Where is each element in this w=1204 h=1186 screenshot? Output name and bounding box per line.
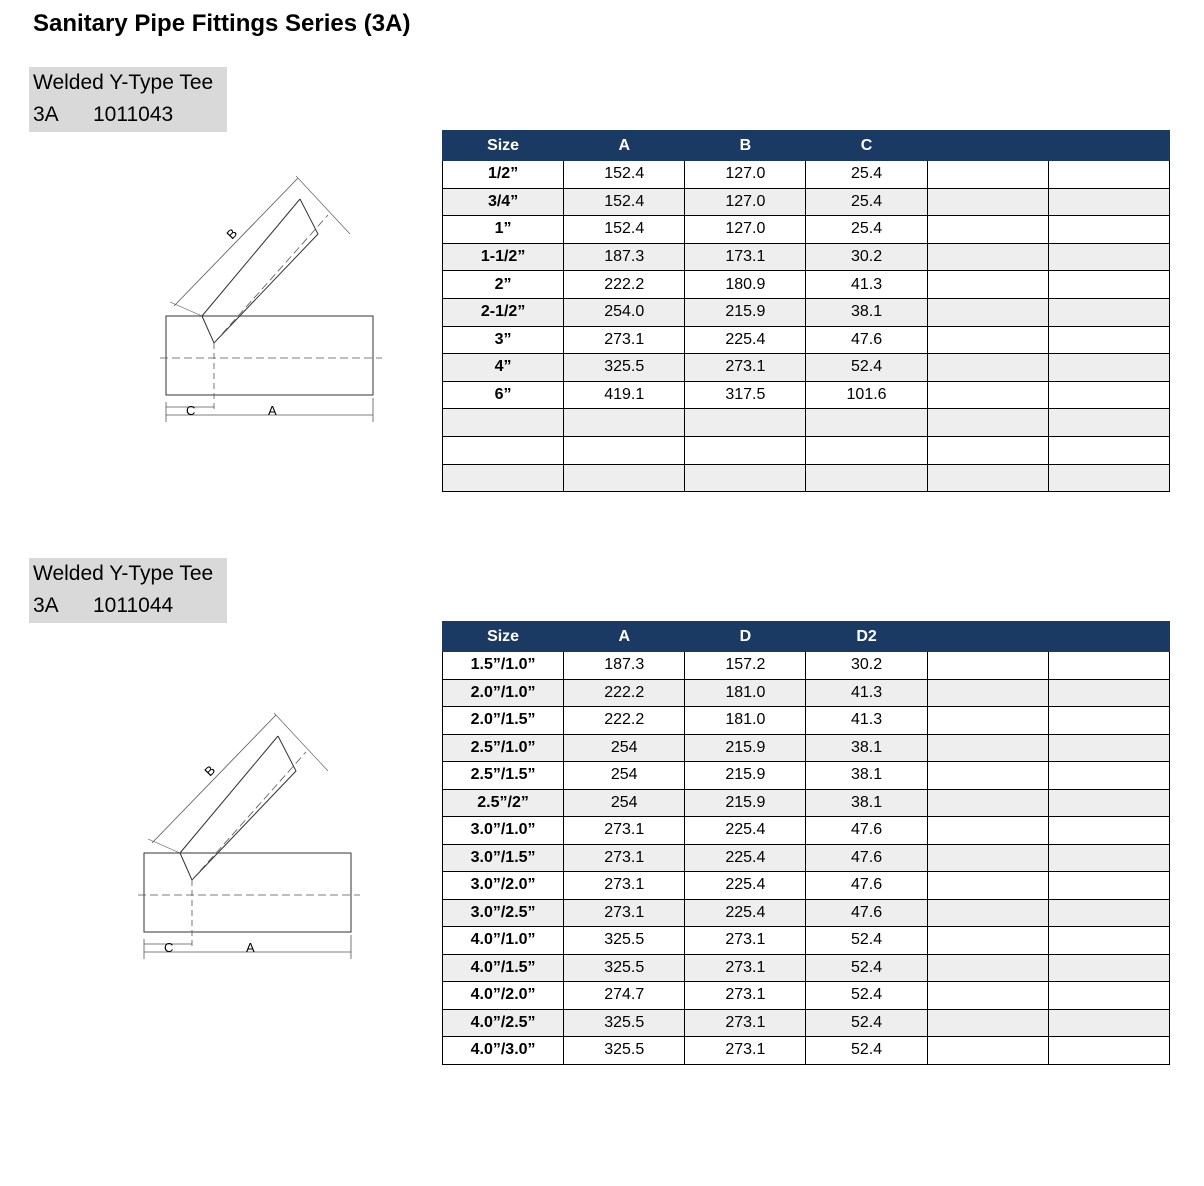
size-cell: 2.5”/2” xyxy=(443,789,564,817)
column-header-blank xyxy=(927,622,1048,652)
value-cell: 254.0 xyxy=(564,298,685,326)
size-cell xyxy=(443,409,564,437)
value-cell xyxy=(564,436,685,464)
size-cell: 2.5”/1.5” xyxy=(443,762,564,790)
y-tee-diagram-1011043 xyxy=(150,170,400,430)
size-cell: 2.5”/1.0” xyxy=(443,734,564,762)
value-cell: 30.2 xyxy=(806,243,927,271)
value-cell: 52.4 xyxy=(806,927,927,955)
size-cell: 4.0”/2.0” xyxy=(443,982,564,1010)
column-header-a: A xyxy=(564,622,685,652)
value-cell: 273.1 xyxy=(564,817,685,845)
value-cell: 30.2 xyxy=(806,652,927,680)
dimension-c-label: C xyxy=(186,403,196,418)
table-row xyxy=(443,188,1170,216)
size-cell xyxy=(443,464,564,492)
value-cell xyxy=(927,298,1048,326)
product-code: 1011044 xyxy=(93,594,174,617)
value-cell xyxy=(927,216,1048,244)
size-cell: 3.0”/1.0” xyxy=(443,817,564,845)
size-cell: 1-1/2” xyxy=(443,243,564,271)
size-cell: 3.0”/1.5” xyxy=(443,844,564,872)
value-cell xyxy=(1048,464,1169,492)
value-cell xyxy=(927,927,1048,955)
value-cell: 273.1 xyxy=(685,1009,806,1037)
value-cell: 101.6 xyxy=(806,381,927,409)
size-cell: 4” xyxy=(443,354,564,382)
column-header-blank xyxy=(1048,131,1169,161)
table-row xyxy=(443,734,1170,762)
value-cell: 52.4 xyxy=(806,354,927,382)
product-code-line xyxy=(29,99,227,131)
value-cell: 127.0 xyxy=(685,161,806,189)
product-code-line xyxy=(29,590,227,622)
dimension-b-label: B xyxy=(201,762,219,780)
value-cell: 254 xyxy=(564,789,685,817)
table-row xyxy=(443,844,1170,872)
value-cell: 152.4 xyxy=(564,188,685,216)
column-header-d: D xyxy=(685,622,806,652)
column-header-blank xyxy=(1048,622,1169,652)
value-cell: 273.1 xyxy=(685,954,806,982)
value-cell: 181.0 xyxy=(685,707,806,735)
table-row xyxy=(443,954,1170,982)
value-cell: 25.4 xyxy=(806,216,927,244)
value-cell: 47.6 xyxy=(806,899,927,927)
size-cell: 3.0”/2.5” xyxy=(443,899,564,927)
value-cell: 41.3 xyxy=(806,707,927,735)
value-cell xyxy=(1048,707,1169,735)
product-label-1011043 xyxy=(29,67,227,132)
size-cell: 2.0”/1.0” xyxy=(443,679,564,707)
product-code: 1011043 xyxy=(93,103,174,126)
value-cell xyxy=(927,271,1048,299)
value-cell: 25.4 xyxy=(806,188,927,216)
value-cell xyxy=(1048,381,1169,409)
value-cell xyxy=(1048,817,1169,845)
table-row xyxy=(443,216,1170,244)
table-row xyxy=(443,1037,1170,1065)
table-row xyxy=(443,982,1170,1010)
value-cell: 317.5 xyxy=(685,381,806,409)
value-cell xyxy=(1048,789,1169,817)
value-cell xyxy=(1048,271,1169,299)
table-row xyxy=(443,652,1170,680)
value-cell xyxy=(1048,899,1169,927)
value-cell: 25.4 xyxy=(806,161,927,189)
value-cell: 215.9 xyxy=(685,298,806,326)
size-cell: 3.0”/2.0” xyxy=(443,872,564,900)
value-cell xyxy=(1048,1009,1169,1037)
product-label-1011044 xyxy=(29,558,227,623)
value-cell xyxy=(927,982,1048,1010)
value-cell: 419.1 xyxy=(564,381,685,409)
value-cell xyxy=(806,464,927,492)
value-cell: 325.5 xyxy=(564,954,685,982)
product-standard: 3A xyxy=(33,103,59,126)
value-cell: 180.9 xyxy=(685,271,806,299)
value-cell xyxy=(1048,652,1169,680)
table-body xyxy=(443,161,1170,492)
size-cell: 6” xyxy=(443,381,564,409)
value-cell: 215.9 xyxy=(685,734,806,762)
size-cell: 3/4” xyxy=(443,188,564,216)
dimension-b-label: B xyxy=(223,225,241,243)
value-cell xyxy=(927,707,1048,735)
table-row xyxy=(443,409,1170,437)
y-tee-diagram-1011044 xyxy=(128,703,378,963)
table-row xyxy=(443,298,1170,326)
value-cell: 187.3 xyxy=(564,652,685,680)
column-header-blank xyxy=(927,131,1048,161)
value-cell: 47.6 xyxy=(806,872,927,900)
table-header-row xyxy=(443,622,1170,652)
value-cell xyxy=(927,161,1048,189)
value-cell xyxy=(1048,679,1169,707)
value-cell: 225.4 xyxy=(685,817,806,845)
value-cell xyxy=(806,409,927,437)
dimensions-table-1011043 xyxy=(442,130,1170,492)
column-header-size: Size xyxy=(443,622,564,652)
table-row xyxy=(443,243,1170,271)
table-row xyxy=(443,1009,1170,1037)
value-cell: 52.4 xyxy=(806,954,927,982)
column-header-size: Size xyxy=(443,131,564,161)
table-row xyxy=(443,872,1170,900)
value-cell xyxy=(927,188,1048,216)
table-row xyxy=(443,679,1170,707)
value-cell xyxy=(564,464,685,492)
value-cell xyxy=(1048,243,1169,271)
value-cell xyxy=(1048,216,1169,244)
value-cell: 325.5 xyxy=(564,354,685,382)
size-cell: 4.0”/1.5” xyxy=(443,954,564,982)
value-cell xyxy=(1048,927,1169,955)
value-cell: 273.1 xyxy=(564,899,685,927)
size-cell: 2.0”/1.5” xyxy=(443,707,564,735)
value-cell xyxy=(1048,298,1169,326)
value-cell xyxy=(927,243,1048,271)
size-cell: 4.0”/3.0” xyxy=(443,1037,564,1065)
value-cell: 325.5 xyxy=(564,1009,685,1037)
size-cell: 1.5”/1.0” xyxy=(443,652,564,680)
value-cell: 41.3 xyxy=(806,679,927,707)
table-row xyxy=(443,381,1170,409)
size-cell: 4.0”/1.0” xyxy=(443,927,564,955)
dimension-c-label: C xyxy=(164,940,174,955)
table-row xyxy=(443,707,1170,735)
value-cell xyxy=(1048,844,1169,872)
dimension-a-label: A xyxy=(268,403,277,418)
size-cell: 1” xyxy=(443,216,564,244)
value-cell: 273.1 xyxy=(564,326,685,354)
value-cell: 41.3 xyxy=(806,271,927,299)
value-cell: 47.6 xyxy=(806,817,927,845)
value-cell: 225.4 xyxy=(685,844,806,872)
value-cell xyxy=(927,734,1048,762)
value-cell: 273.1 xyxy=(685,927,806,955)
value-cell: 38.1 xyxy=(806,789,927,817)
value-cell xyxy=(1048,326,1169,354)
value-cell xyxy=(927,464,1048,492)
value-cell: 52.4 xyxy=(806,1037,927,1065)
value-cell xyxy=(806,436,927,464)
value-cell: 215.9 xyxy=(685,789,806,817)
value-cell: 325.5 xyxy=(564,1037,685,1065)
value-cell xyxy=(927,679,1048,707)
size-cell: 1/2” xyxy=(443,161,564,189)
value-cell: 152.4 xyxy=(564,161,685,189)
value-cell xyxy=(685,464,806,492)
value-cell: 187.3 xyxy=(564,243,685,271)
value-cell: 254 xyxy=(564,734,685,762)
value-cell xyxy=(927,354,1048,382)
value-cell xyxy=(927,954,1048,982)
size-cell xyxy=(443,436,564,464)
table-row xyxy=(443,789,1170,817)
table-row xyxy=(443,354,1170,382)
value-cell xyxy=(927,872,1048,900)
value-cell xyxy=(1048,762,1169,790)
table-row xyxy=(443,762,1170,790)
value-cell: 127.0 xyxy=(685,188,806,216)
value-cell xyxy=(564,409,685,437)
value-cell: 273.1 xyxy=(564,844,685,872)
column-header-b: B xyxy=(685,131,806,161)
value-cell: 157.2 xyxy=(685,652,806,680)
value-cell: 38.1 xyxy=(806,298,927,326)
value-cell: 222.2 xyxy=(564,271,685,299)
table-row xyxy=(443,436,1170,464)
value-cell xyxy=(927,1009,1048,1037)
value-cell xyxy=(685,409,806,437)
value-cell: 225.4 xyxy=(685,899,806,927)
product-standard: 3A xyxy=(33,594,59,617)
value-cell xyxy=(927,409,1048,437)
value-cell: 225.4 xyxy=(685,872,806,900)
value-cell: 38.1 xyxy=(806,762,927,790)
value-cell: 273.1 xyxy=(685,354,806,382)
value-cell: 325.5 xyxy=(564,927,685,955)
value-cell: 152.4 xyxy=(564,216,685,244)
value-cell xyxy=(1048,1037,1169,1065)
product-title: Welded Y-Type Tee xyxy=(33,562,214,585)
value-cell xyxy=(1048,161,1169,189)
table-header-row xyxy=(443,131,1170,161)
value-cell xyxy=(927,436,1048,464)
value-cell: 273.1 xyxy=(564,872,685,900)
value-cell: 127.0 xyxy=(685,216,806,244)
value-cell: 47.6 xyxy=(806,844,927,872)
table-row xyxy=(443,464,1170,492)
value-cell: 181.0 xyxy=(685,679,806,707)
column-header-c: C xyxy=(806,131,927,161)
value-cell: 47.6 xyxy=(806,326,927,354)
value-cell xyxy=(927,762,1048,790)
size-cell: 2” xyxy=(443,271,564,299)
size-cell: 2-1/2” xyxy=(443,298,564,326)
table-row xyxy=(443,817,1170,845)
column-header-d2: D2 xyxy=(806,622,927,652)
value-cell xyxy=(1048,409,1169,437)
value-cell: 222.2 xyxy=(564,707,685,735)
value-cell xyxy=(927,817,1048,845)
value-cell xyxy=(927,652,1048,680)
value-cell xyxy=(685,436,806,464)
table-row xyxy=(443,271,1170,299)
value-cell: 273.1 xyxy=(685,1037,806,1065)
size-cell: 3” xyxy=(443,326,564,354)
value-cell xyxy=(1048,354,1169,382)
page-title: Sanitary Pipe Fittings Series (3A) xyxy=(33,10,411,37)
value-cell xyxy=(927,844,1048,872)
value-cell xyxy=(1048,872,1169,900)
size-cell: 4.0”/2.5” xyxy=(443,1009,564,1037)
column-header-a: A xyxy=(564,131,685,161)
value-cell: 274.7 xyxy=(564,982,685,1010)
value-cell xyxy=(927,789,1048,817)
value-cell xyxy=(927,381,1048,409)
value-cell xyxy=(927,899,1048,927)
value-cell: 222.2 xyxy=(564,679,685,707)
value-cell xyxy=(1048,436,1169,464)
dimension-a-label: A xyxy=(246,940,255,955)
value-cell: 38.1 xyxy=(806,734,927,762)
table-row xyxy=(443,927,1170,955)
value-cell: 173.1 xyxy=(685,243,806,271)
value-cell: 225.4 xyxy=(685,326,806,354)
value-cell xyxy=(1048,982,1169,1010)
table-body xyxy=(443,652,1170,1065)
value-cell: 52.4 xyxy=(806,1009,927,1037)
product-title: Welded Y-Type Tee xyxy=(33,71,214,94)
value-cell: 215.9 xyxy=(685,762,806,790)
table-row xyxy=(443,899,1170,927)
value-cell xyxy=(1048,734,1169,762)
table-row xyxy=(443,326,1170,354)
value-cell: 254 xyxy=(564,762,685,790)
value-cell xyxy=(1048,188,1169,216)
value-cell xyxy=(1048,954,1169,982)
value-cell xyxy=(927,1037,1048,1065)
value-cell xyxy=(927,326,1048,354)
value-cell: 273.1 xyxy=(685,982,806,1010)
value-cell: 52.4 xyxy=(806,982,927,1010)
table-row xyxy=(443,161,1170,189)
dimensions-table-1011044 xyxy=(442,621,1170,1065)
